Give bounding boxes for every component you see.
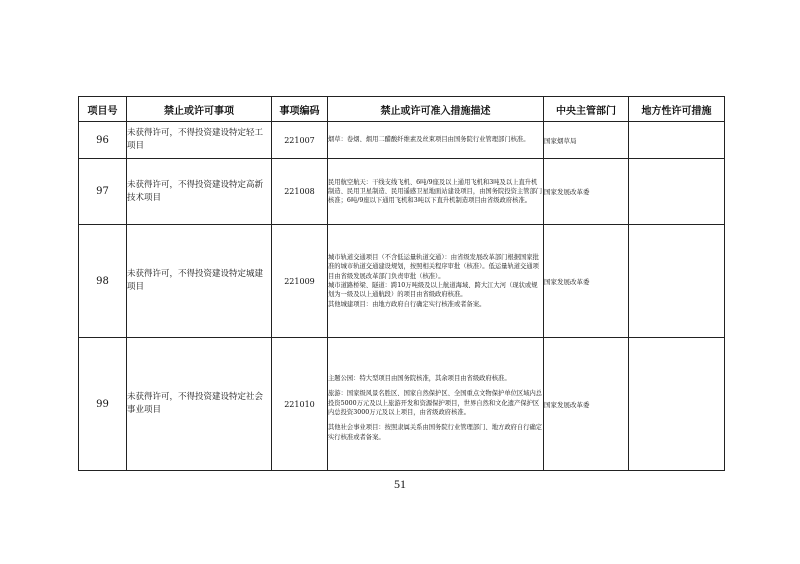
- description-paragraph: 其他社会事业项目：按照隶属关系由国务院行业管理部门、地方政府自行确定实行核准或者备案。: [328, 424, 543, 441]
- description-paragraph: 民用航空航天：干线支线飞机、6吨/9座及以上通用飞机和3吨及以上直升机制造、民用卫星制造、民用遥感卫星地面站建设项目，由国务院投资主管部门核准；6吨/9座以下通用飞机和3吨以下直升机制造项目由省级政府核准。: [328, 178, 543, 205]
- table-row: [79, 338, 725, 471]
- table-row: [79, 122, 725, 159]
- header-local-measures: 地方性许可措施: [629, 97, 725, 122]
- row-local-measures: [629, 338, 725, 471]
- row-item: 未获得许可，不得投资建设特定社会事业项目: [127, 338, 272, 471]
- row-description: [328, 159, 544, 225]
- permit-table: [78, 96, 725, 471]
- header-measure-description: 禁止或许可准入措施描述: [328, 97, 544, 122]
- row-code: 221007: [272, 122, 328, 159]
- row-number: 97: [79, 159, 127, 225]
- row-number: 99: [79, 338, 127, 471]
- row-department: 国家烟草局: [544, 122, 629, 159]
- row-local-measures: [629, 122, 725, 159]
- row-description: [328, 225, 544, 338]
- row-department: 国家发展改革委: [544, 225, 629, 338]
- table-row: [79, 225, 725, 338]
- row-department: 国家发展改革委: [544, 338, 629, 471]
- row-item: 未获得许可，不得投资建设特定高新技术项目: [127, 159, 272, 225]
- row-number: 98: [79, 225, 127, 338]
- table-row: [79, 159, 725, 225]
- description-paragraph: 主题公园：特大型项目由国务院核准，其余项目由省级政府核准。: [328, 375, 511, 383]
- description-paragraph: 城市道路桥梁、隧道：跨10万吨级及以上航道海域、跨大江大河（现状或规划为一级及以上通航段）的项目由省级政府核准。: [328, 282, 538, 299]
- row-department: 国家发展改革委: [544, 159, 629, 225]
- row-item: 未获得许可，不得投资建设特定轻工项目: [127, 122, 272, 159]
- row-number: 96: [79, 122, 127, 159]
- row-description: [328, 122, 544, 159]
- description-paragraph: 其他城建项目：由地方政府自行确定实行核准或者备案。: [328, 300, 486, 308]
- row-local-measures: [629, 159, 725, 225]
- page-number: 51: [394, 477, 406, 491]
- row-code: 221009: [272, 225, 328, 338]
- header-item-name: 禁止或许可事项: [127, 97, 272, 122]
- description-paragraph: 烟草：卷烟、烟用二醋酸纤维素及丝束项目由国务院行业管理部门核准。: [328, 136, 530, 144]
- row-item: 未获得许可，不得投资建设特定城建项目: [127, 225, 272, 338]
- header-row: [79, 97, 725, 122]
- row-description: [328, 338, 544, 471]
- row-local-measures: [629, 225, 725, 338]
- row-code: 221010: [272, 338, 328, 471]
- description-paragraph: 旅游：国家级风景名胜区、国家自然保护区、全国重点文物保护单位区域内总投资5000万元及以上旅游开发和资源保护项目，世界自然和文化遗产保护区内总投资3000万元及以上项目，由省级政府核准。: [328, 390, 543, 416]
- description-paragraph: 城市轨道交通项目（不含低运量轨道交通）：由省级发展改革部门根据国家批准的城市轨道交通建设规划，按照相关程序审批（核准）。低运量轨道交通项目由省级发展改革部门负责审批（核准）。: [328, 254, 539, 280]
- header-item-number: 项目号: [79, 97, 127, 122]
- header-item-code: 事项编码: [272, 97, 328, 122]
- row-code: 221008: [272, 159, 328, 225]
- header-central-department: 中央主管部门: [544, 97, 629, 122]
